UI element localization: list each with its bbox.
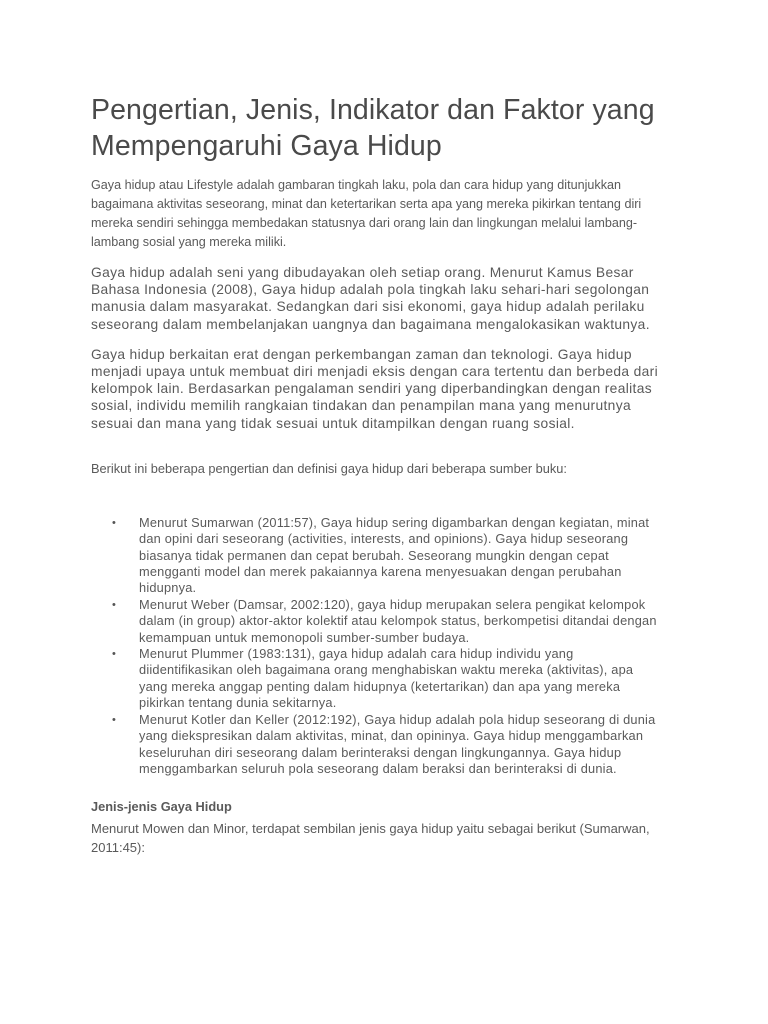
list-item	[112, 596, 676, 646]
bullet-icon: •	[112, 598, 117, 611]
definitions-list	[91, 515, 676, 778]
list-item	[112, 711, 676, 778]
paragraph-technology: Gaya hidup berkaitan erat dengan perkembangan zaman dan teknologi. Gaya hidup menjadi upaya untuk membuat diri menjadi eksis dengan cara tertentu dan berbeda dari kelompok lain. Berdasarkan pengalaman sendiri yang diperbandingkan dengan realitas sosial, individu memilih rangkaian tindakan dan penampilan mana yang menurutnya sesuai dan mana yang tidak sesuai untuk ditampilkan dengan ruang sosial.	[91, 346, 659, 431]
bullet-icon: •	[112, 648, 117, 661]
list-item	[112, 514, 676, 597]
document-title: Pengertian, Jenis, Indikator dan Faktor yang Mempengaruhi Gaya Hidup	[91, 94, 655, 162]
document-page	[91, 92, 676, 857]
section-paragraph: Menurut Mowen dan Minor, terdapat sembilan jenis gaya hidup yaitu sebagai berikut (Sumarwan, 2011:45):	[91, 821, 650, 856]
bullet-icon: •	[112, 516, 117, 529]
section-heading: Jenis-jenis Gaya Hidup	[91, 799, 232, 815]
list-item	[112, 646, 676, 712]
paragraph-kbbi-definition: Gaya hidup adalah seni yang dibudayakan oleh setiap orang. Menurut Kamus Besar Bahasa Indonesia (2008), Gaya hidup adalah pola tingkah laku sehari-hari segolongan manusia dalam masyarakat. Sedangkan dari sisi ekonomi, gaya hidup adalah perilaku seseorang dalam membelanjakan uangnya dan bagaimana mengalokasikan waktunya.	[91, 265, 650, 332]
list-item-text: Menurut Sumarwan (2011:57), Gaya hidup sering digambarkan dengan kegiatan, minat dan opini dari seseorang (activities, interests, and opinions). Gaya hidup seseorang biasanya tidak permanen dan cepat berubah. Seseorang mungkin dengan cepat mengganti model dan merek pakaiannya karena menyesuakan dengan perubahan hidupnya.	[139, 514, 650, 596]
list-item-text: Menurut Weber (Damsar, 2002:120), gaya hidup merupakan selera pengikat kelompok dalam (in group) aktor-aktor kolektif atau kelompok status, berkompetisi ditandai dengan kemampuan untuk memonopoli sumber-sumber budaya.	[139, 596, 657, 645]
list-item-text: Menurut Plummer (1983:131), gaya hidup adalah cara hidup individu yang diidentifikasikan oleh bagaimana orang menghabiskan waktu mereka (aktivitas), apa yang mereka anggap penting dalam hidupnya (ketertarikan) dan apa yang mereka pikirkan tentang dunia sekitarnya.	[139, 646, 634, 711]
paragraph-sources-intro: Berikut ini beberapa pengertian dan definisi gaya hidup dari beberapa sumber buku:	[91, 460, 567, 476]
paragraph-intro-definition: Gaya hidup atau Lifestyle adalah gambaran tingkah laku, pola dan cara hidup yang ditunjukkan bagaimana aktivitas seseorang, minat dan ketertarikan serta apa yang mereka pikirkan tentang diri mereka sendiri sehingga membedakan statusnya dari orang lain dan lingkungan melalui lambang-lambang sosial yang mereka miliki.	[91, 178, 642, 249]
bullet-icon: •	[112, 713, 117, 726]
list-item-text: Menurut Kotler dan Keller (2012:192), Gaya hidup adalah pola hidup seseorang di dunia yang diekspresikan dalam aktivitas, minat, dan opininya. Gaya hidup menggambarkan keseluruhan diri seseorang dalam berinteraksi dengan lingkungannya. Gaya hidup menggambarkan seluruh pola seseorang dalam beraksi dan berinteraksi di dunia.	[139, 711, 656, 776]
